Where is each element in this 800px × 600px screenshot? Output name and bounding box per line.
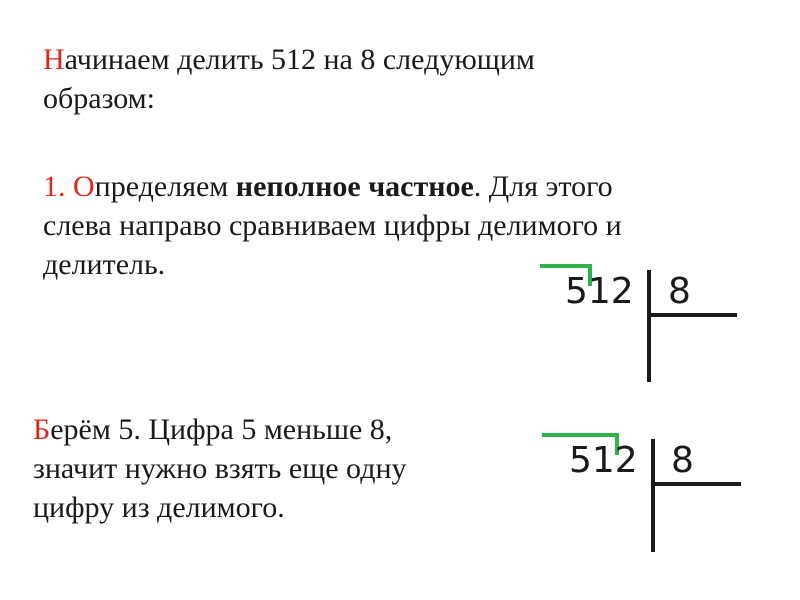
step2-text: ерём 5. Цифра 5 меньше 8,	[50, 413, 393, 446]
step1-paragraph	[43, 167, 622, 284]
highlight-bracket-top	[540, 264, 592, 268]
step1-text-end: . Для этого	[473, 170, 613, 203]
step2-line-1	[33, 410, 407, 449]
division-vertical-line	[651, 439, 655, 552]
intro-line-2: образом:	[43, 82, 156, 115]
step1-first-letter: О	[73, 170, 95, 203]
intro-first-letter: Н	[43, 43, 65, 76]
division-vertical-line	[647, 270, 651, 382]
step1-line-3: делитель.	[43, 248, 166, 281]
division-horizontal-line	[653, 482, 741, 486]
step2-line-2: значит нужно взять еще одну	[33, 452, 407, 485]
intro-paragraph	[43, 40, 535, 118]
dividend: 512	[569, 440, 638, 481]
divisor: 8	[668, 271, 691, 312]
step1-bold-term: неполное частное	[235, 170, 474, 203]
step1-line-2: слева направо сравниваем цифры делимого и	[43, 209, 622, 242]
step2-line-3: цифру из делимого.	[33, 491, 285, 524]
step2-paragraph	[33, 410, 407, 527]
divisor: 8	[671, 440, 694, 481]
step2-first-letter: Б	[33, 413, 51, 446]
step1-text: пределяем	[94, 170, 236, 203]
step1-number: 1.	[43, 170, 66, 203]
highlight-bracket-top	[542, 433, 619, 437]
intro-line-1	[43, 40, 535, 79]
step1-line-1	[43, 167, 622, 206]
dividend: 512	[565, 271, 634, 312]
intro-text: ачинаем делить 512 на 8 следующим	[64, 43, 535, 76]
division-horizontal-line	[649, 313, 737, 317]
